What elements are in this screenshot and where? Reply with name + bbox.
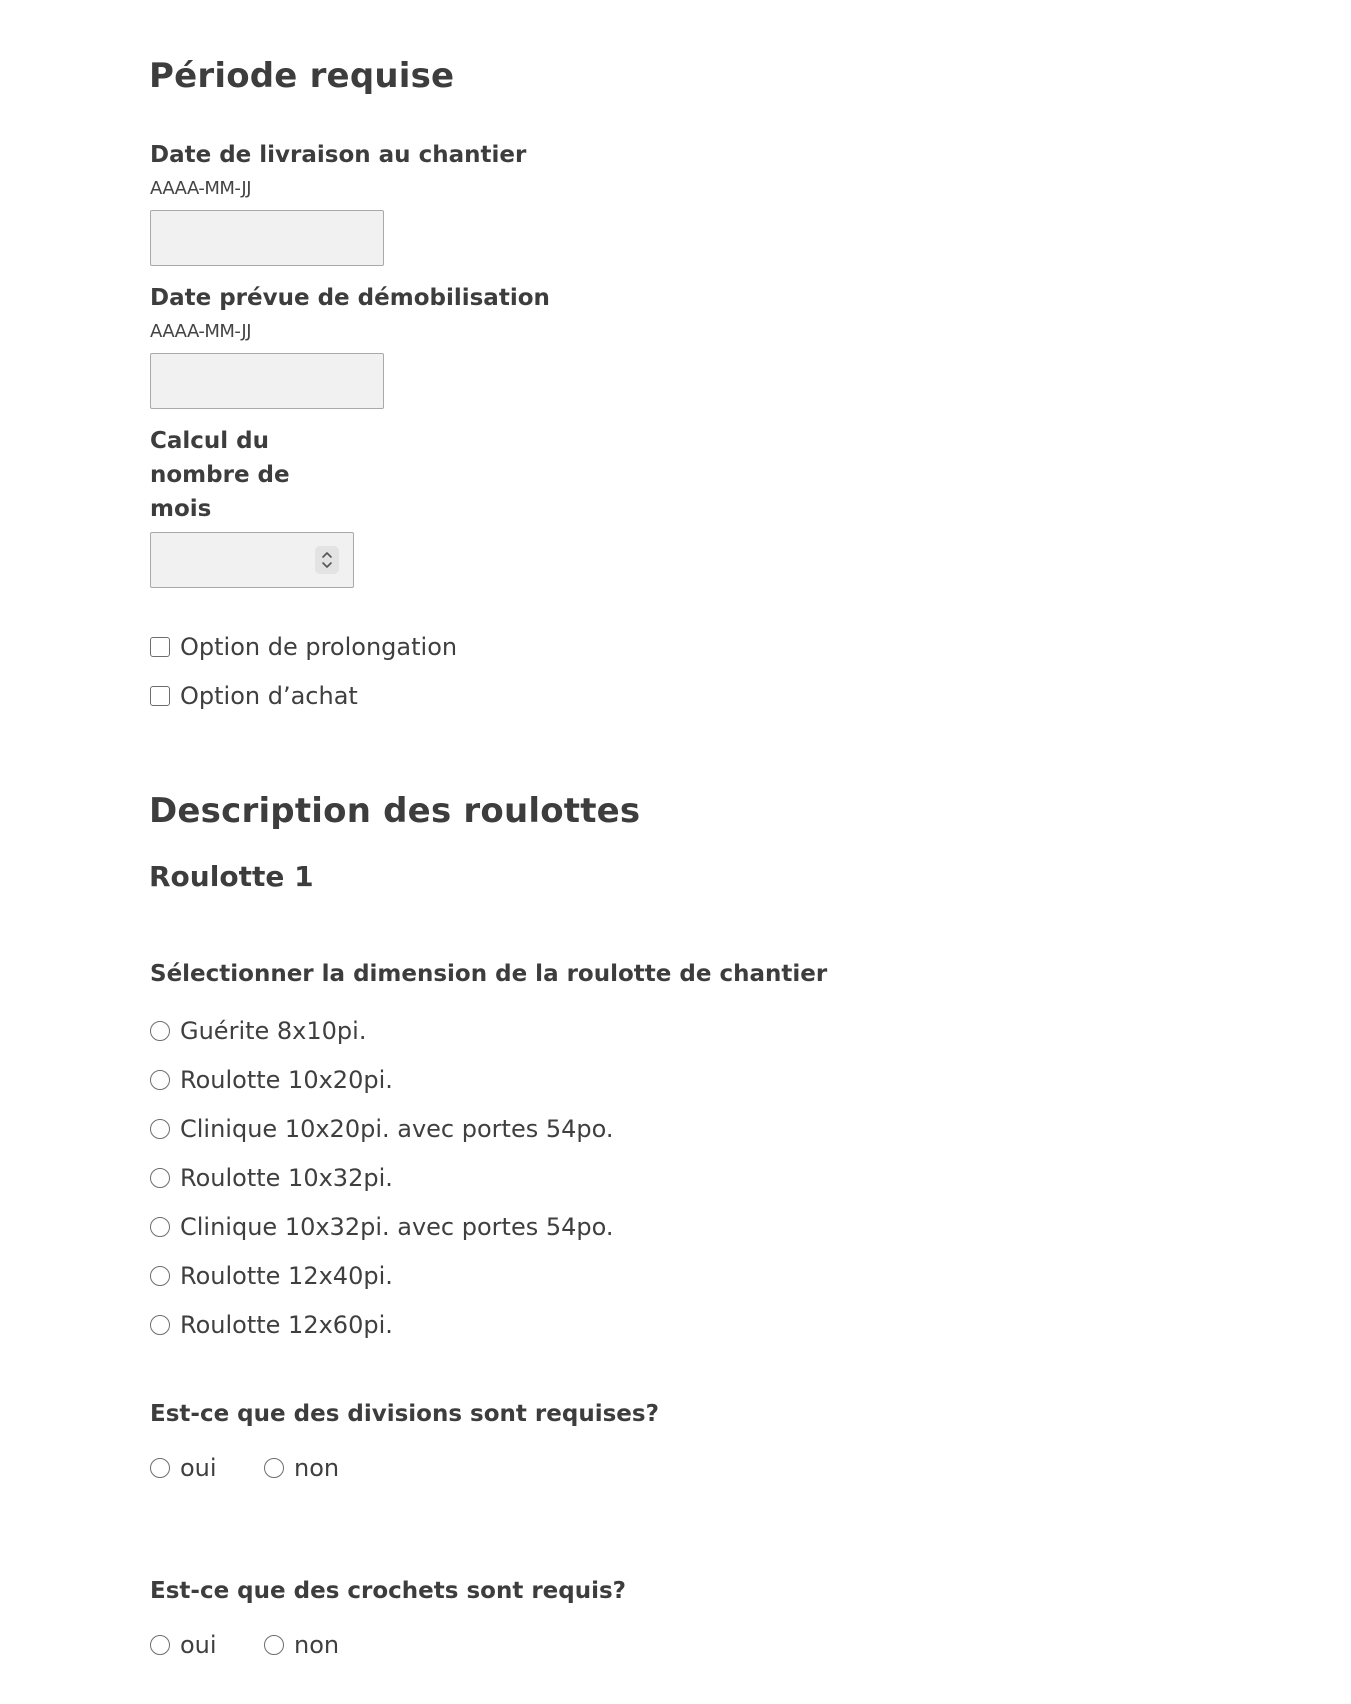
- dimension-option[interactable]: [150, 1017, 366, 1045]
- purchase-option-checkbox-row[interactable]: [150, 682, 358, 710]
- crochets-yes-label: oui: [180, 1631, 217, 1659]
- months-label-line: nombre de: [150, 462, 290, 488]
- dimension-option-label: Clinique 10x32pi. avec portes 54po.: [180, 1213, 614, 1241]
- extension-option-checkbox-row[interactable]: [150, 633, 457, 661]
- dimension-option-label: Roulotte 12x60pi.: [180, 1311, 393, 1339]
- divisions-yes-label: oui: [180, 1454, 217, 1482]
- dimension-radio[interactable]: [150, 1315, 170, 1335]
- dimension-option[interactable]: [150, 1115, 614, 1143]
- dimension-option[interactable]: [150, 1213, 614, 1241]
- delivery-date-label: Date de livraison au chantier: [150, 142, 527, 168]
- demob-date-input[interactable]: [150, 353, 384, 409]
- divisions-yes-radio[interactable]: [150, 1458, 170, 1478]
- divisions-no-radio[interactable]: [264, 1458, 284, 1478]
- section-title-periode: Période requise: [149, 56, 455, 96]
- dimension-option-label: Roulotte 12x40pi.: [180, 1262, 393, 1290]
- delivery-date-hint: AAAA-MM-JJ: [150, 178, 252, 199]
- crochets-no-option[interactable]: [264, 1631, 339, 1659]
- purchase-option-label: Option d’achat: [180, 682, 358, 710]
- months-label: [150, 424, 290, 526]
- crochets-no-label: non: [294, 1631, 340, 1659]
- dimension-radio[interactable]: [150, 1266, 170, 1286]
- dimension-option[interactable]: [150, 1262, 393, 1290]
- section-title-description: Description des roulottes: [149, 791, 641, 831]
- up-down-chevron-icon[interactable]: [315, 546, 339, 574]
- demob-date-hint: AAAA-MM-JJ: [150, 321, 252, 342]
- divisions-yes-option[interactable]: [150, 1454, 217, 1482]
- months-label-line: Calcul du: [150, 428, 270, 454]
- dimension-option-label: Clinique 10x20pi. avec portes 54po.: [180, 1115, 614, 1143]
- trailer-1-title: Roulotte 1: [149, 860, 314, 893]
- dimension-option-label: Roulotte 10x20pi.: [180, 1066, 393, 1094]
- months-number-input[interactable]: [150, 532, 354, 588]
- crochets-question-label: Est-ce que des crochets sont requis?: [150, 1578, 627, 1604]
- dimension-option-label: Roulotte 10x32pi.: [180, 1164, 393, 1192]
- dimension-label: Sélectionner la dimension de la roulotte de chantier: [150, 961, 828, 987]
- months-label-line: mois: [150, 496, 212, 522]
- crochets-no-radio[interactable]: [264, 1635, 284, 1655]
- crochets-yes-radio[interactable]: [150, 1635, 170, 1655]
- dimension-radio[interactable]: [150, 1168, 170, 1188]
- dimension-radio[interactable]: [150, 1119, 170, 1139]
- divisions-no-option[interactable]: [264, 1454, 339, 1482]
- dimension-radio[interactable]: [150, 1021, 170, 1041]
- extension-option-label: Option de prolongation: [180, 633, 458, 661]
- dimension-option-label: Guérite 8x10pi.: [180, 1017, 367, 1045]
- divisions-question-label: Est-ce que des divisions sont requises?: [150, 1401, 659, 1427]
- divisions-no-label: non: [294, 1454, 340, 1482]
- extension-option-checkbox[interactable]: [150, 637, 170, 657]
- purchase-option-checkbox[interactable]: [150, 686, 170, 706]
- dimension-option[interactable]: [150, 1311, 393, 1339]
- dimension-option[interactable]: [150, 1164, 393, 1192]
- demob-date-label: Date prévue de démobilisation: [150, 285, 550, 311]
- dimension-radio[interactable]: [150, 1217, 170, 1237]
- dimension-option[interactable]: [150, 1066, 393, 1094]
- crochets-yes-option[interactable]: [150, 1631, 217, 1659]
- dimension-radio[interactable]: [150, 1070, 170, 1090]
- delivery-date-input[interactable]: [150, 210, 384, 266]
